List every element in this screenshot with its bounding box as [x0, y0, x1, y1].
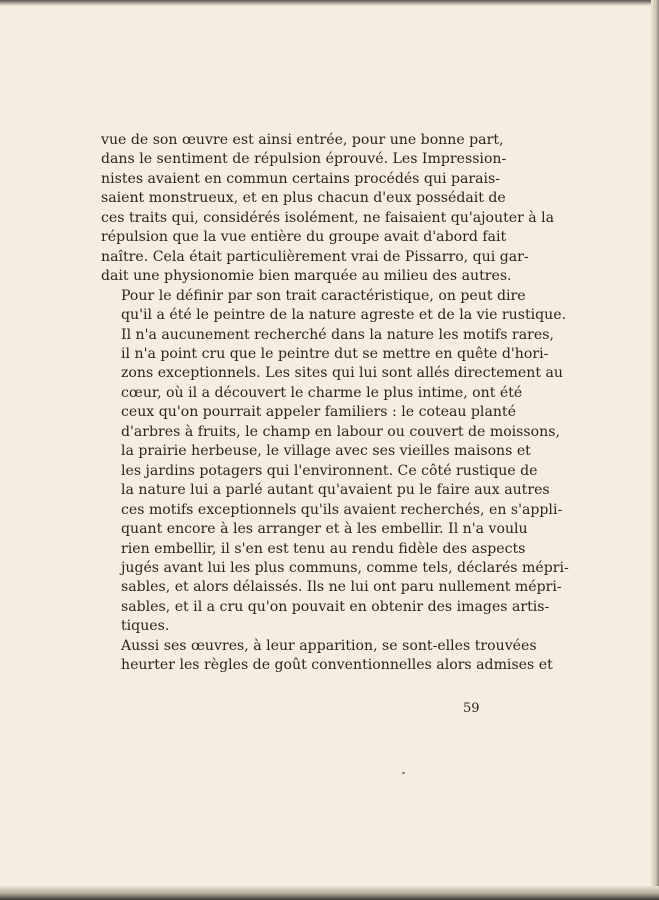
text-line: ceux qu'on pourrait appeler familiers : le coteau planté — [121, 404, 516, 421]
paragraph — [101, 131, 555, 287]
text-line: sables, et il a cru qu'on pouvait en obtenir des images artis- — [121, 598, 550, 615]
page-top-edge — [0, 0, 659, 6]
text-line: cœur, où il a découvert le charme le plus intime, ont été — [121, 384, 523, 401]
text-line: vue de son œuvre est ainsi entrée, pour une bonne part, — [101, 132, 504, 148]
text-line: Pour le définir par son trait caractéristique, on peut dire — [121, 287, 526, 304]
paragraph — [101, 287, 569, 637]
text-line: zons exceptionnels. Les sites qui lui sont allés directement au — [121, 365, 563, 382]
paper-speck — [402, 772, 405, 774]
text-line: ces traits qui, considérés isolément, ne faisaient qu'ajouter à la — [101, 209, 555, 226]
text-line: rien embellir, il s'en est tenu au rendu fidèle des aspects — [121, 540, 526, 557]
text-line: nistes avaient en commun certains procédés qui parais- — [101, 170, 501, 187]
text-line: saient monstrueux, et en plus chacun d'eux possédait de — [101, 190, 506, 207]
text-line: jugés avant lui les plus communs, comme tels, déclarés mépri- — [121, 559, 569, 576]
text-line: qu'il a été le peintre de la nature agreste et de la vie rustique. — [121, 307, 567, 324]
text-line: les jardins potagers qui l'environnent. Ce côté rustique de — [121, 462, 538, 479]
text-line: tiques. — [121, 618, 170, 635]
body-text — [101, 131, 569, 676]
page-number: 59 — [463, 701, 480, 716]
text-line: la prairie herbeuse, le village avec ses vieilles maisons et — [121, 443, 531, 460]
text-line: il n'a point cru que le peintre dut se mettre en quête d'hori- — [121, 345, 549, 362]
text-line: quant encore à les arranger et à les embellir. Il n'a voulu — [121, 521, 528, 538]
text-line: d'arbres à fruits, le champ en labour ou couvert de moissons, — [121, 423, 560, 440]
text-line: la nature lui a parlé autant qu'avaient pu le faire aux autres — [121, 482, 550, 499]
text-line: sables, et alors délaissés. Ils ne lui ont paru nullement mépri- — [121, 579, 562, 596]
text-line: Aussi ses œuvres, à leur apparition, se sont-elles trouvées — [121, 637, 537, 654]
page-right-edge — [651, 0, 659, 900]
text-line: dait une physionomie bien marquée au milieu des autres. — [101, 268, 512, 285]
text-line: heurter les règles de goût conventionnelles alors admises et — [121, 657, 553, 674]
text-line: naître. Cela était particulièrement vrai de Pissarro, qui gar- — [101, 248, 529, 265]
paragraph — [101, 637, 553, 676]
page-bottom-edge — [0, 886, 659, 900]
text-line: répulsion que la vue entière du groupe avait d'abord fait — [101, 229, 507, 246]
text-line: Il n'a aucunement recherché dans la nature les motifs rares, — [121, 326, 554, 343]
text-line: ces motifs exceptionnels qu'ils avaient recherchés, en s'appli- — [121, 501, 563, 518]
text-line: dans le sentiment de répulsion éprouvé. Les Impression- — [101, 151, 507, 168]
